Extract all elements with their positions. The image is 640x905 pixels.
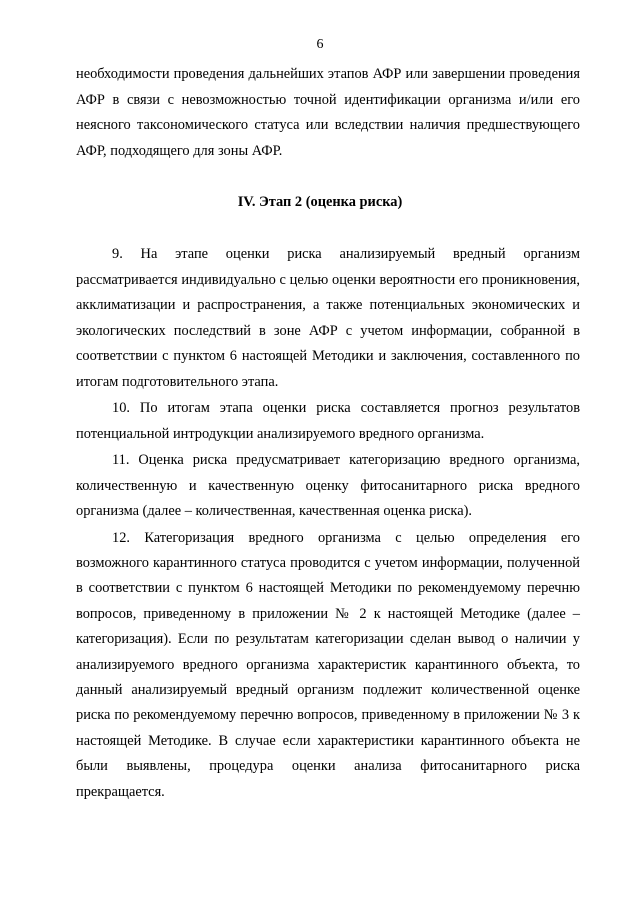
paragraph-9: 9. На этапе оценки риска анализируемый вредный организм рассматривается индивидуально с целью оценки вероятности его проникновения, акклиматизации и распространения, а также потенциальных экономических и экологических последствий в зоне АФР с учетом информации, собранной в соответствии с пунктом 6 настоящей Методики и заключения, составленного по итогам подготовительного этапа. bbox=[76, 246, 580, 390]
page-number: 6 bbox=[316, 37, 324, 52]
intro-paragraph: необходимости проведения дальнейших этапов АФР или завершении проведения АФР в связи с невозможностью точной идентификации организма и/или его неясного таксономического статуса или вследствии наличия предшествующего АФР, подходящего для зоны АФР. bbox=[76, 66, 580, 159]
body-text-block bbox=[76, 242, 580, 805]
paragraph-10: 10. По итогам этапа оценки риска составляется прогноз результатов потенциальной интродукции анализируемого вредного организма. bbox=[76, 400, 580, 442]
section-heading: IV. Этап 2 (оценка риска) bbox=[237, 194, 403, 210]
intro-text-block bbox=[76, 62, 580, 164]
paragraph-12: 12. Категоризация вредного организма с целью определения его возможного карантинного статуса проводится с учетом информации, полученной в соответствии с пунктом 6 настоящей Методики по рекомендуемому перечню вопросов, приведенному в приложении № 2 к настоящей Методике (далее – категоризация). Если по результатам категоризации сделан вывод о наличии у анализируемого вредного организма характеристик карантинного объекта, то данный анализируемый вредный организм подлежит количественной оценке риска по рекомендуемому перечню вопросов, приведенному в приложении № 3 к настоящей Методике. В случае если характеристики карантинного объекта не были выявлены, процедура оценки анализа фитосанитарного риска прекращается. bbox=[76, 529, 580, 800]
paragraph-11: 11. Оценка риска предусматривает категоризацию вредного организма, количественную и качественную оценку фитосанитарного риска вредного организма (далее – количественная, качественная оценка риска). bbox=[76, 452, 580, 519]
